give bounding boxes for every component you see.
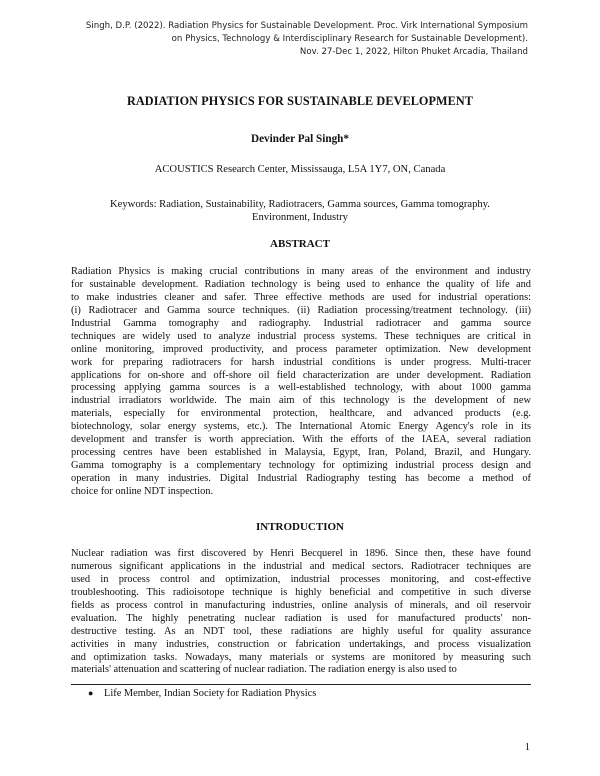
abstract-line: development and transfer is worth appreciation. With the efforts of the IAEA, several radiation [71, 434, 531, 446]
abstract-line: industrial irradiators worldwide. The main aim of this technology is the development of new [71, 395, 531, 407]
footnote-divider [71, 684, 531, 685]
abstract-line: online monitoring, improved productivity, and process parameter optimization. New development [71, 343, 531, 355]
intro-line: fields as process control in manufacturing industries, online analysis of minerals, and oil reservoir [71, 599, 531, 611]
abstract-line: to make industries cleaner and safer. Three effective methods are used for industrial operations: [71, 291, 531, 303]
abstract-line: choice for online NDT inspection. [71, 485, 214, 497]
citation-header [58, 20, 528, 59]
intro-line: troubleshooting. This radioisotope technique is highly beneficial and competitive in such diverse [71, 586, 531, 598]
abstract-line: biotechnology, solar energy systems, etc.). The International Atomic Energy Agency's role in its [71, 421, 531, 433]
abstract-body [71, 266, 531, 499]
author-affiliation: ACOUSTICS Research Center, Mississauga, L5A 1Y7, ON, Canada [154, 164, 446, 175]
introduction-heading: INTRODUCTION [255, 521, 344, 533]
abstract-line: (i) Radiotracer and Gamma source techniques. (ii) Radiation processing/treatment technology. (iii) [71, 304, 531, 316]
intro-line: used in process control and optimization, industrial processes monitoring, and cost-effective [71, 573, 531, 585]
paper-title: RADIATION PHYSICS FOR SUSTAINABLE DEVELOPMENT [126, 94, 474, 108]
author-name: Devinder Pal Singh* [250, 133, 349, 145]
abstract-line: Radiation Physics is making crucial contributions in many areas of the environment and industry [71, 266, 531, 277]
keywords-line: Keywords: Radiation, Sustainability, Radiotracers, Gamma sources, Gamma tomography. [110, 199, 490, 210]
abstract-line: Industrial Gamma tomography and radiography. Industrial radiotracer and gamma source [71, 317, 531, 329]
intro-line: materials' attenuation and scattering of nuclear radiation. The radiation energy is also used to [71, 664, 457, 676]
page-number: 1 [524, 742, 530, 753]
introduction-body [71, 548, 531, 677]
citation-line: Singh, D.P. (2022). Radiation Physics for Sustainable Development. Proc. Virk International Symposium [85, 21, 528, 31]
intro-line: and optimization tasks. Nowadays, many materials or systems are monitored by measuring such [71, 651, 531, 663]
abstract-line: processing centres have been established in Malaysia, Egypt, Iran, Poland, Brazil, and Hungary. [71, 447, 531, 459]
footnote-text: Life Member, Indian Society for Radiation Physics [104, 688, 317, 699]
citation-line: Nov. 27-Dec 1, 2022, Hilton Phuket Arcadia, Thailand [299, 47, 528, 57]
abstract-line: materials, especially for environmental protection, healthcare, and advanced products (e.g. [71, 408, 531, 420]
intro-line: destructive testing. As an NDT tool, these radiations are highly useful for quality assurance [71, 625, 531, 637]
keywords-line: Environment, Industry [252, 212, 348, 223]
keywords [70, 198, 530, 224]
abstract-heading: ABSTRACT [270, 238, 330, 250]
intro-line: activities in many industries, construction or fabrication undertakings, and process visualization [71, 638, 531, 650]
intro-line: Nuclear radiation was first discovered by Henri Becquerel in 1896. Since then, these have found [71, 548, 531, 559]
intro-line: evaluation. The highly penetrating nuclear radiation is used for manufactured products' non- [71, 612, 531, 624]
abstract-line: for sustainable development. Radiation technology is being used to enhance the quality of life and [71, 278, 531, 290]
abstract-line: processing applying gamma sources is a well-established technology, with about 1000 gamma [71, 382, 531, 394]
abstract-line: operation in many industries. Digital Industrial Radiography testing has become a method of [71, 473, 531, 484]
footnote [88, 688, 316, 699]
bullet-icon: ● [88, 688, 94, 698]
abstract-line: work for preparing radiotracers for harsh industrial conditions is under progress. Multi-tracer [71, 356, 531, 368]
citation-line: on Physics, Technology & Interdisciplinary Research for Sustainable Development). [171, 34, 528, 44]
abstract-line: Gamma tomography is a complementary technology for optimizing industrial process design and [71, 460, 531, 472]
abstract-line: techniques are widely used to analyze industrial process systems. These techniques are critical in [71, 330, 531, 342]
intro-line: numerous significant applications in the industrial and medical sectors. Radiotracer techniques are [71, 560, 531, 572]
abstract-line: applications for on-shore and off-shore oil field characterization are under development. Radiation [71, 369, 531, 381]
